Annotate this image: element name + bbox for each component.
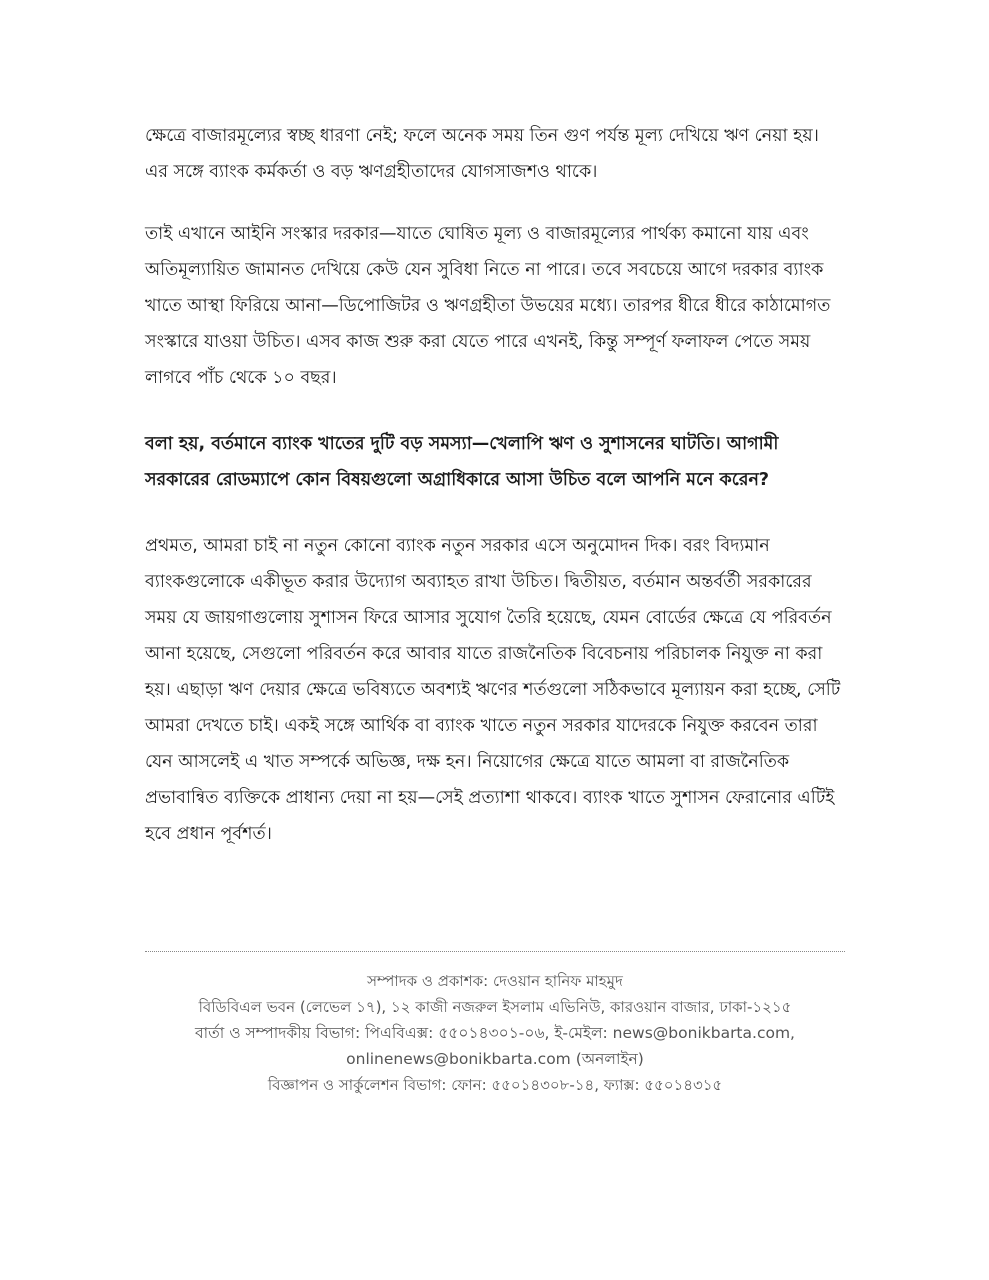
news-department-line: বার্তা ও সম্পাদকীয় বিভাগ: পিএবিএক্স: ৫৫০১৪৩০১-০৬, ই-মেইল: news@bonikbarta.com, xyxy=(195,1024,795,1042)
interview-answer: প্রথমত, আমরা চাই না নতুন কোনো ব্যাংক নতুন সরকার এসে অনুমোদন দিক। বরং বিদ্যমান ব্যাংকগুলোকে একীভূত করার উদ্যোগ অব্যাহত রাখা উচিত। দ্বিতীয়ত, বর্তমান অন্তর্বর্তী সরকারের সময় যে জায়গাগুলোয় সুশাসন ফিরে আসার সুযোগ তৈরি হয়েছে, যেমন বোর্ডের ক্ষেত্রে যে পরিবর্তন আনা হয়েছে, সেগুলো পরিবর্তন করে আবার যাতে রাজনৈতিক বিবেচনায় পরিচালক নিযুক্ত না করা হয়। এছাড়া ঋণ দেয়ার ক্ষেত্রে ভবিষ্যতে অবশ্যই ঋণের শর্তগুলো সঠিকভাবে মূল্যায়ন করা হচ্ছে, সেটি আমরা দেখতে চাই। একই সঙ্গে আর্থিক বা ব্যাংক খাতে নতুন সরকার যাদেরকে নিযুক্ত করবেন তারা যেন আসলেই এ খাত সম্পর্কে অভিজ্ঞ, দক্ষ হন। নিয়োগের ক্ষেত্রে যাতে আমলা বা রাজনৈতিক প্রভাবান্বিত ব্যক্তিকে প্রাধান্য দেয়া না হয়—সেই প্রত্যাশা থাকবে। ব্যাংক খাতে সুশাসন ফেরানোর এটিই হবে প্রধান পূর্বশর্ত। xyxy=(145,536,841,844)
article-paragraph: ক্ষেত্রে বাজারমূল্যের স্বচ্ছ ধারণা নেই; ফলে অনেক সময় তিন গুণ পর্যন্ত মূল্য দেখিয়ে ঋণ নেয়া হয়। এর সঙ্গে ব্যাংক কর্মকর্তা ও বড় ঋণগ্রহীতাদের যোগসাজশও থাকে। xyxy=(145,126,819,182)
online-email-line: onlinenews@bonikbarta.com (অনলাইন) xyxy=(346,1050,644,1068)
footer-divider xyxy=(145,951,845,952)
article-body xyxy=(145,118,845,852)
interview-question: বলা হয়, বর্তমানে ব্যাংক খাতের দুটি বড় সমস্যা—খেলাপি ঋণ ও সুশাসনের ঘাটতি। আগামী সরকারের রোডম্যাপে কোন বিষয়গুলো অগ্রাধিকারে আসা উচিত বলে আপনি মনে করেন? xyxy=(145,434,779,490)
publisher-footer xyxy=(145,968,845,1098)
ads-circulation-line: বিজ্ঞাপন ও সার্কুলেশন বিভাগ: ফোন: ৫৫০১৪৩০৮-১৪, ফ্যাক্স: ৫৫০১৪৩১৫ xyxy=(267,1076,723,1094)
address-line: বিডিবিএল ভবন (লেভেল ১৭), ১২ কাজী নজরুল ইসলাম এভিনিউ, কারওয়ান বাজার, ঢাকা-১২১৫ xyxy=(198,998,792,1016)
editor-publisher-line: সম্পাদক ও প্রকাশক: দেওয়ান হানিফ মাহমুদ xyxy=(367,972,623,990)
article-paragraph: তাই এখানে আইনি সংস্কার দরকার—যাতে ঘোষিত মূল্য ও বাজারমূল্যের পার্থক্য কমানো যায় এবং অতিমূল্যায়িত জামানত দেখিয়ে কেউ যেন সুবিধা নিতে না পারে। তবে সবচেয়ে আগে দরকার ব্যাংক খাতে আস্থা ফিরিয়ে আনা—ডিপোজিটর ও ঋণগ্রহীতা উভয়ের মধ্যে। তারপর ধীরে ধীরে কাঠামোগত সংস্কারে যাওয়া উচিত। এসব কাজ শুরু করা যেতে পারে এখনই, কিন্তু সম্পূর্ণ ফলাফল পেতে সময় লাগবে পাঁচ থেকে ১০ বছর। xyxy=(145,224,831,388)
